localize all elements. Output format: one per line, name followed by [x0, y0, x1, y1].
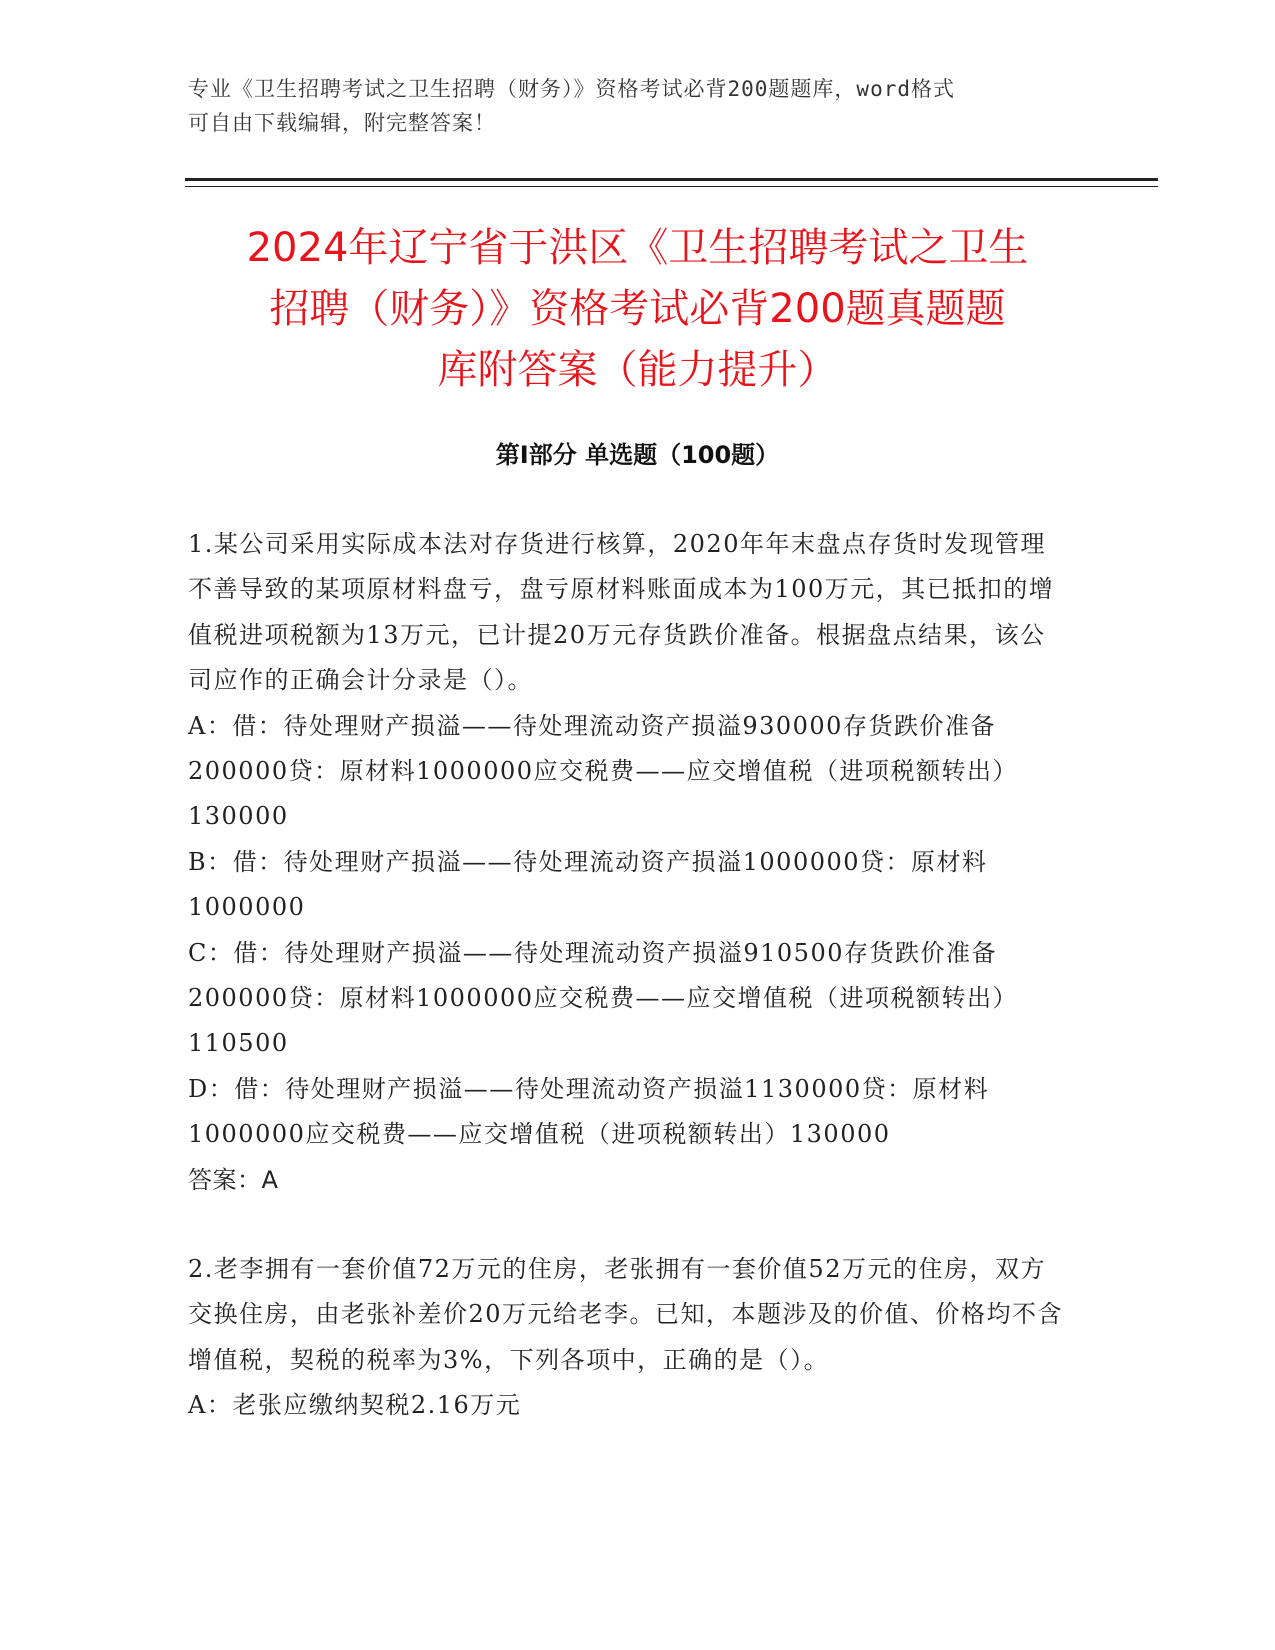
- question-stem: 1.某公司采用实际成本法对存货进行核算，2020年年末盘点存货时发现管理不善导致的某项原材料盘亏，盘亏原材料账面成本为100万元，其已抵扣的增值税进项税额为13万元，已计提20万元存货跌价准备。根据盘点结果，该公司应作的正确会计分录是（）。: [188, 530, 1055, 695]
- question-2: [188, 1247, 1068, 1429]
- header-note: [188, 72, 1088, 140]
- question-1: [188, 522, 1068, 1203]
- section-title: 第Ⅰ部分 单选题（100题）: [495, 441, 780, 469]
- header-note-line-2: 可自由下载编辑，附完整答案！: [188, 111, 496, 135]
- option-d: D：借：待处理财产损溢——待处理流动资产损溢1130000贷：原材料1000000应交税费——应交增值税（进项税额转出）130000: [188, 1074, 990, 1149]
- document-title-line-1: 2024年辽宁省于洪区《卫生招聘考试之卫生: [246, 225, 1029, 271]
- option-a: A：借：待处理财产损溢——待处理流动资产损溢930000存货跌价准备200000贷：原材料1000000应交税费——应交增值税（进项税额转出）130000: [188, 711, 1019, 831]
- document-title-line-2: 招聘（财务）》资格考试必背200题真题题: [269, 286, 1006, 332]
- header-divider-thin: [185, 186, 1158, 187]
- option-a: A：老张应缴纳契税2.16万元: [188, 1391, 522, 1420]
- question-stem: 2.老李拥有一套价值72万元的住房，老张拥有一套价值52万元的住房，双方交换住房，由老张补差价20万元给老李。已知，本题涉及的价值、价格均不含增值税，契税的税率为3%，下列各项中，正确的是（）。: [188, 1255, 1064, 1374]
- header-divider-thick: [185, 178, 1158, 181]
- document-title-line-3: 库附答案（能力提升）: [437, 347, 838, 393]
- option-b: B：借：待处理财产损溢——待处理流动资产损溢1000000贷：原材料1000000: [188, 847, 988, 922]
- answer: 答案：A: [188, 1165, 279, 1194]
- document-title: [170, 218, 1105, 401]
- option-c: C：借：待处理财产损溢——待处理流动资产损溢910500存货跌价准备200000贷：原材料1000000应交税费——应交增值税（进项税额转出）110500: [188, 938, 1019, 1058]
- header-note-line-1: 专业《卫生招聘考试之卫生招聘（财务）》资格考试必背200题题库，word格式: [188, 77, 955, 101]
